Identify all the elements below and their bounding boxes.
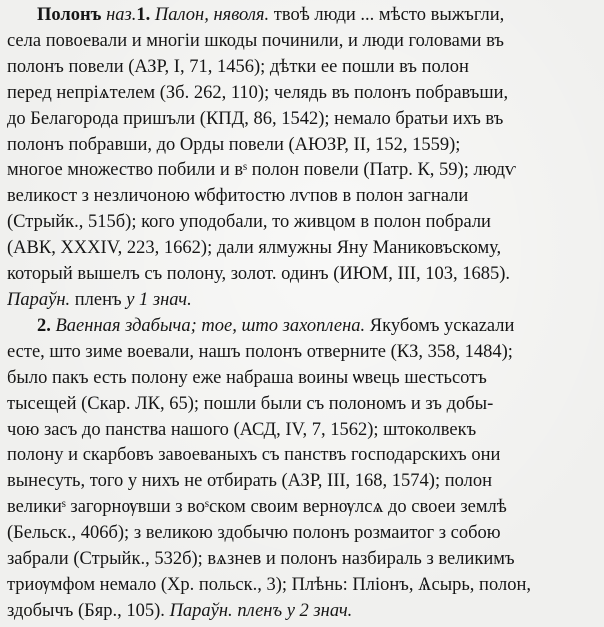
- part-of-speech: наз.: [106, 5, 137, 25]
- parallel-ref-2: пленъ у 2 знач.: [237, 600, 353, 621]
- sense-2-line: есте, што зиме воевали, нашъ полонъ отверните (КЗ, 358, 1484);: [7, 341, 513, 362]
- sense-2-line: чою засъ до панства нашого (АСД, IV, 7, 1562); штоколвекъ: [7, 419, 477, 440]
- sense-2-line: забрали (Стрыйк., 532б); вѧзнев и полонъ назбираль з великимъ: [7, 549, 515, 570]
- sense-2-line-1: [7, 314, 597, 340]
- sense-1-line: перед непріѧтелем (Зб. 262, 110); челядь въ полонъ побравъши,: [7, 82, 509, 103]
- sense-1-line: (Стрыйк., 515б); кого уподобали, то живцом в полон побрали: [7, 212, 491, 233]
- parallel-ref: у 1 знач.: [126, 289, 192, 310]
- sense-1-line: полонъ повели (АЗР, I, 71, 1456); дѣтки ее пошли въ полон: [7, 56, 469, 77]
- sense-1-line: который вышелъ съ полону, золот. одинъ (ИЮМ, III, 103, 1685).: [7, 264, 510, 285]
- sense-2-line: тысещей (Скар. ЛК, 65); пошли были съ полономъ и зъ добы-: [7, 393, 494, 414]
- sense-2-line: полону и скарбовъ завоеваныхъ съ панствъ господарскихъ они: [7, 445, 501, 466]
- sense-2-line: вынесуть, того у нихъ не отбирать (АЗР, III, 168, 1574); полон: [7, 471, 493, 492]
- parallel-label: Параўн.: [7, 289, 71, 310]
- sense-1-text-start: твоѣ люди ... мѣсто выжъгли,: [273, 5, 505, 25]
- sense-2-text-start: Якубомъ ускazали: [369, 315, 515, 336]
- sense-1-line: (АВК, XXXIV, 223, 1662); дали ялмужны Яну Маниковъскому,: [7, 238, 502, 259]
- sense-2-number: 2.: [37, 315, 51, 336]
- sense-1-line: до Белагорода пришъли (КПД, 86, 1542); немало братьи ихъ въ: [7, 108, 504, 129]
- sense-1-line: села повоевали и многіи шкоды починили, и люди головами въ: [7, 30, 504, 51]
- sense-2-last-text: здобычъ (Бяр., 105).: [7, 600, 165, 621]
- sense-2-last-line: [7, 599, 597, 625]
- entry-line-1: [7, 3, 597, 29]
- sense-2-line: было пакъ есть полону еже набраша воины ѡвець шестьсотъ: [7, 367, 487, 388]
- sense-2-gloss: Ваенная здабыча; тое, што захоплена.: [55, 315, 366, 336]
- sense-1-line: полонъ побравши, до Орды повели (АЮЗР, II, 152, 1559);: [7, 134, 461, 155]
- sense-1-number: 1.: [136, 5, 151, 25]
- sense-2-line: триѹмфом немало (Хр. польск., 3); Плѣнь: Пліонъ, Ѧсырь, полон,: [7, 574, 531, 595]
- headword: Полонъ: [37, 5, 102, 25]
- sense-2-line: великиˢ загорнѹвши з воˢском своим вернѹлсѧ до своеи землѣ: [7, 497, 507, 518]
- sense-1-line: многое множество побили и вˢ полон повели (Патр. К, 59); людѵ: [7, 160, 516, 181]
- dictionary-entry: [7, 3, 597, 625]
- sense-2-line: (Бельск., 406б); з великою здобычю полонъ розмаитог з собою: [7, 523, 501, 544]
- sense-1-gloss: Палон, няволя.: [154, 5, 270, 25]
- parallel-label-2: Параўн.: [169, 600, 233, 621]
- parallel-word: пленъ: [74, 289, 122, 310]
- sense-1-parallel: [7, 288, 597, 314]
- sense-1-line: великост з незличоною ѡбфитостю лѵпов в полон загнали: [7, 186, 469, 207]
